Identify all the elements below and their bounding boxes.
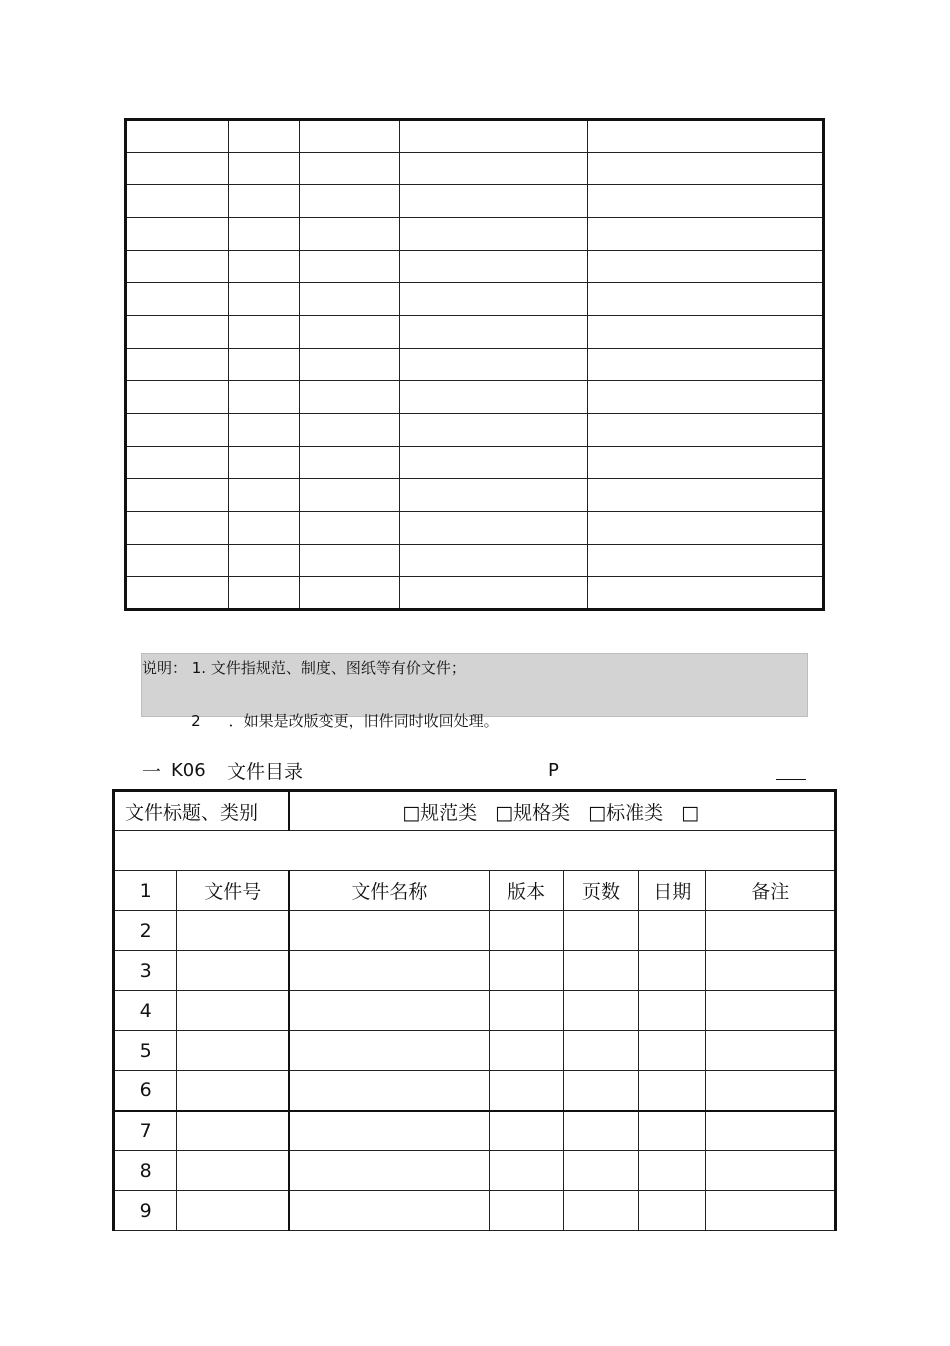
table-cell[interactable] — [639, 991, 706, 1031]
blank-grid-cell[interactable] — [126, 283, 229, 316]
blank-grid-cell[interactable] — [300, 381, 400, 414]
col-header-version: 版本 — [489, 871, 563, 911]
category-label: 文件标题、类别 — [114, 791, 290, 831]
category-row — [114, 791, 836, 831]
table-cell[interactable] — [639, 911, 706, 951]
blank-grid-cell[interactable] — [229, 120, 300, 153]
blank-row — [114, 831, 836, 871]
category-option-standard[interactable]: □标准类 — [588, 801, 664, 824]
blank-grid-row — [126, 381, 824, 414]
catalog-code: K06 — [171, 760, 206, 781]
blank-grid-cell[interactable] — [126, 185, 229, 218]
table-cell[interactable] — [489, 1071, 563, 1111]
col-header-file-name: 文件名称 — [289, 871, 489, 911]
blank-grid-cell[interactable] — [126, 250, 229, 283]
blank-grid-row — [126, 511, 824, 544]
col-header-remarks: 备注 — [706, 871, 836, 911]
row-number: 8 — [114, 1151, 177, 1191]
note-line-1: 说明： 1. 文件指规范、制度、图纸等有价文件； — [142, 659, 466, 677]
table-cell[interactable] — [639, 1191, 706, 1231]
blank-grid-cell[interactable] — [300, 283, 400, 316]
blank-grid-cell[interactable] — [300, 315, 400, 348]
table-cell[interactable] — [563, 1191, 638, 1231]
page-number-blank-line — [776, 779, 806, 780]
category-option-spec[interactable]: □规范类 — [402, 801, 478, 824]
blank-grid-cell[interactable] — [229, 544, 300, 577]
blank-grid-row — [126, 152, 824, 185]
blank-grid-cell[interactable] — [126, 479, 229, 512]
table-cell[interactable] — [706, 1191, 836, 1231]
blank-grid-cell[interactable] — [300, 479, 400, 512]
blank-grid-cell[interactable] — [587, 250, 823, 283]
table-cell[interactable] — [563, 1111, 638, 1151]
blank-grid-cell[interactable] — [587, 217, 823, 250]
table-cell[interactable] — [706, 1111, 836, 1151]
blank-grid-cell[interactable] — [229, 185, 300, 218]
table-cell[interactable] — [177, 1111, 289, 1151]
table-row — [114, 1151, 836, 1191]
blank-grid-cell[interactable] — [400, 283, 587, 316]
blank-grid-cell[interactable] — [587, 544, 823, 577]
blank-grid-cell[interactable] — [126, 315, 229, 348]
table-cell[interactable] — [177, 911, 289, 951]
table-cell[interactable] — [639, 951, 706, 991]
blank-grid-row — [126, 446, 824, 479]
blank-grid-cell[interactable] — [400, 185, 587, 218]
blank-grid-cell[interactable] — [229, 315, 300, 348]
blank-cell — [114, 831, 836, 871]
blank-grid-cell[interactable] — [126, 348, 229, 381]
blank-grid-cell[interactable] — [400, 348, 587, 381]
blank-grid-cell[interactable] — [126, 511, 229, 544]
blank-grid-cell[interactable] — [400, 217, 587, 250]
table-cell[interactable] — [563, 1151, 638, 1191]
blank-grid-cell[interactable] — [229, 217, 300, 250]
column-header-row — [114, 871, 836, 911]
table-cell[interactable] — [289, 991, 489, 1031]
blank-grid-cell[interactable] — [400, 152, 587, 185]
blank-grid-cell[interactable] — [587, 413, 823, 446]
table-cell[interactable] — [563, 991, 638, 1031]
blank-grid-cell[interactable] — [587, 446, 823, 479]
table-cell[interactable] — [489, 1031, 563, 1071]
blank-grid-cell[interactable] — [400, 413, 587, 446]
table-cell[interactable] — [706, 1151, 836, 1191]
table-cell[interactable] — [289, 1031, 489, 1071]
col-header-pages: 页数 — [563, 871, 638, 911]
blank-grid-cell[interactable] — [400, 479, 587, 512]
table-cell[interactable] — [489, 1111, 563, 1151]
table-cell[interactable] — [563, 1071, 638, 1111]
table-cell[interactable] — [706, 1071, 836, 1111]
table-row — [114, 1111, 836, 1151]
blank-grid-cell[interactable] — [126, 120, 229, 153]
blank-grid-cell[interactable] — [126, 544, 229, 577]
blank-grid-cell[interactable] — [400, 446, 587, 479]
blank-grid-row — [126, 479, 824, 512]
blank-grid-cell[interactable] — [300, 185, 400, 218]
catalog-page-marker: P — [548, 760, 559, 781]
catalog-dash: 一 — [142, 761, 162, 783]
table-cell[interactable] — [289, 951, 489, 991]
blank-grid-cell[interactable] — [126, 217, 229, 250]
blank-grid-cell[interactable] — [300, 577, 400, 610]
blank-grid-cell[interactable] — [229, 413, 300, 446]
blank-grid-cell[interactable] — [587, 283, 823, 316]
table-row — [114, 1071, 836, 1111]
table-cell[interactable] — [289, 1111, 489, 1151]
row-number: 7 — [114, 1111, 177, 1151]
table-cell[interactable] — [177, 991, 289, 1031]
row-number: 5 — [114, 1031, 177, 1071]
table-row — [114, 1031, 836, 1071]
table-cell[interactable] — [177, 1151, 289, 1191]
blank-grid-cell[interactable] — [587, 511, 823, 544]
table-cell[interactable] — [489, 911, 563, 951]
row-number: 3 — [114, 951, 177, 991]
blank-grid-cell[interactable] — [300, 544, 400, 577]
table-row — [114, 1191, 836, 1231]
table-cell[interactable] — [563, 1031, 638, 1071]
blank-grid-cell[interactable] — [229, 511, 300, 544]
table-cell[interactable] — [563, 951, 638, 991]
table-cell[interactable] — [706, 911, 836, 951]
table-cell[interactable] — [289, 1191, 489, 1231]
blank-grid-cell[interactable] — [300, 152, 400, 185]
blank-grid-row — [126, 577, 824, 610]
blank-grid-cell[interactable] — [300, 446, 400, 479]
table-cell[interactable] — [177, 1071, 289, 1111]
blank-grid-row — [126, 250, 824, 283]
blank-grid-cell[interactable] — [587, 577, 823, 610]
blank-grid-cell[interactable] — [400, 544, 587, 577]
catalog-title: 文件目录 — [227, 761, 304, 783]
blank-grid-cell[interactable] — [229, 283, 300, 316]
blank-grid-cell[interactable] — [126, 577, 229, 610]
table-cell[interactable] — [706, 951, 836, 991]
table-cell[interactable] — [489, 1191, 563, 1231]
category-option-specification[interactable]: □规格类 — [495, 801, 571, 824]
table-cell[interactable] — [563, 911, 638, 951]
blank-grid-cell[interactable] — [587, 120, 823, 153]
blank-grid-cell[interactable] — [126, 152, 229, 185]
blank-grid-row — [126, 217, 824, 250]
blank-grid-cell[interactable] — [300, 217, 400, 250]
blank-grid-cell[interactable] — [587, 152, 823, 185]
col-header-file-number: 文件号 — [177, 871, 289, 911]
table-cell[interactable] — [177, 951, 289, 991]
blank-grid-cell[interactable] — [587, 348, 823, 381]
blank-grid-cell[interactable] — [300, 120, 400, 153]
note-line-2 — [142, 692, 499, 749]
table-cell[interactable] — [489, 1151, 563, 1191]
blank-grid-cell[interactable] — [126, 413, 229, 446]
table-row — [114, 991, 836, 1031]
table-row — [114, 911, 836, 951]
note-line-2-number: 2 — [191, 712, 201, 730]
table-cell[interactable] — [706, 1031, 836, 1071]
blank-grid-row — [126, 120, 824, 153]
blank-grid-row — [126, 348, 824, 381]
table-cell[interactable] — [289, 1071, 489, 1111]
blank-grid-cell[interactable] — [400, 381, 587, 414]
blank-grid-cell[interactable] — [126, 446, 229, 479]
blank-grid-cell[interactable] — [400, 511, 587, 544]
row-number: 2 — [114, 911, 177, 951]
blank-grid-cell[interactable] — [229, 577, 300, 610]
row-number: 1 — [114, 871, 177, 911]
blank-grid-cell[interactable] — [300, 250, 400, 283]
blank-grid-row — [126, 283, 824, 316]
table-cell[interactable] — [639, 1031, 706, 1071]
table-cell[interactable] — [489, 951, 563, 991]
table-cell[interactable] — [177, 1031, 289, 1071]
row-number: 6 — [114, 1071, 177, 1111]
blank-grid-cell[interactable] — [300, 413, 400, 446]
row-number: 9 — [114, 1191, 177, 1231]
col-header-date: 日期 — [639, 871, 706, 911]
blank-grid-cell[interactable] — [587, 315, 823, 348]
table-cell[interactable] — [289, 911, 489, 951]
blank-grid-cell[interactable] — [229, 381, 300, 414]
blank-grid-row — [126, 185, 824, 218]
blank-grid-cell[interactable] — [229, 446, 300, 479]
category-option-other[interactable]: □ — [681, 801, 700, 824]
blank-grid-cell[interactable] — [400, 120, 587, 153]
blank-grid-cell[interactable] — [400, 577, 587, 610]
blank-form-grid — [124, 118, 825, 611]
table-cell[interactable] — [706, 991, 836, 1031]
file-catalog-table — [112, 789, 837, 1231]
table-cell[interactable] — [639, 1071, 706, 1111]
blank-grid-cell[interactable] — [400, 250, 587, 283]
blank-grid-cell[interactable] — [587, 479, 823, 512]
blank-grid-cell[interactable] — [229, 348, 300, 381]
blank-grid-row — [126, 315, 824, 348]
blank-grid-cell[interactable] — [400, 315, 587, 348]
blank-grid-row — [126, 544, 824, 577]
blank-grid-cell[interactable] — [229, 479, 300, 512]
blank-grid-cell[interactable] — [126, 381, 229, 414]
table-cell[interactable] — [639, 1151, 706, 1191]
table-cell[interactable] — [177, 1191, 289, 1231]
blank-grid-cell[interactable] — [300, 511, 400, 544]
table-cell[interactable] — [639, 1111, 706, 1151]
note-line-2-text: ．如果是改版变更，旧件同时收回处理。 — [228, 712, 499, 730]
note-box — [141, 653, 808, 730]
blank-grid-cell[interactable] — [587, 185, 823, 218]
blank-grid-cell[interactable] — [300, 348, 400, 381]
table-row — [114, 951, 836, 991]
blank-grid-cell[interactable] — [229, 250, 300, 283]
table-cell[interactable] — [289, 1151, 489, 1191]
blank-grid-cell[interactable] — [587, 381, 823, 414]
row-number: 4 — [114, 991, 177, 1031]
category-options — [289, 791, 835, 831]
blank-grid-row — [126, 413, 824, 446]
blank-grid-cell[interactable] — [229, 152, 300, 185]
table-cell[interactable] — [489, 991, 563, 1031]
